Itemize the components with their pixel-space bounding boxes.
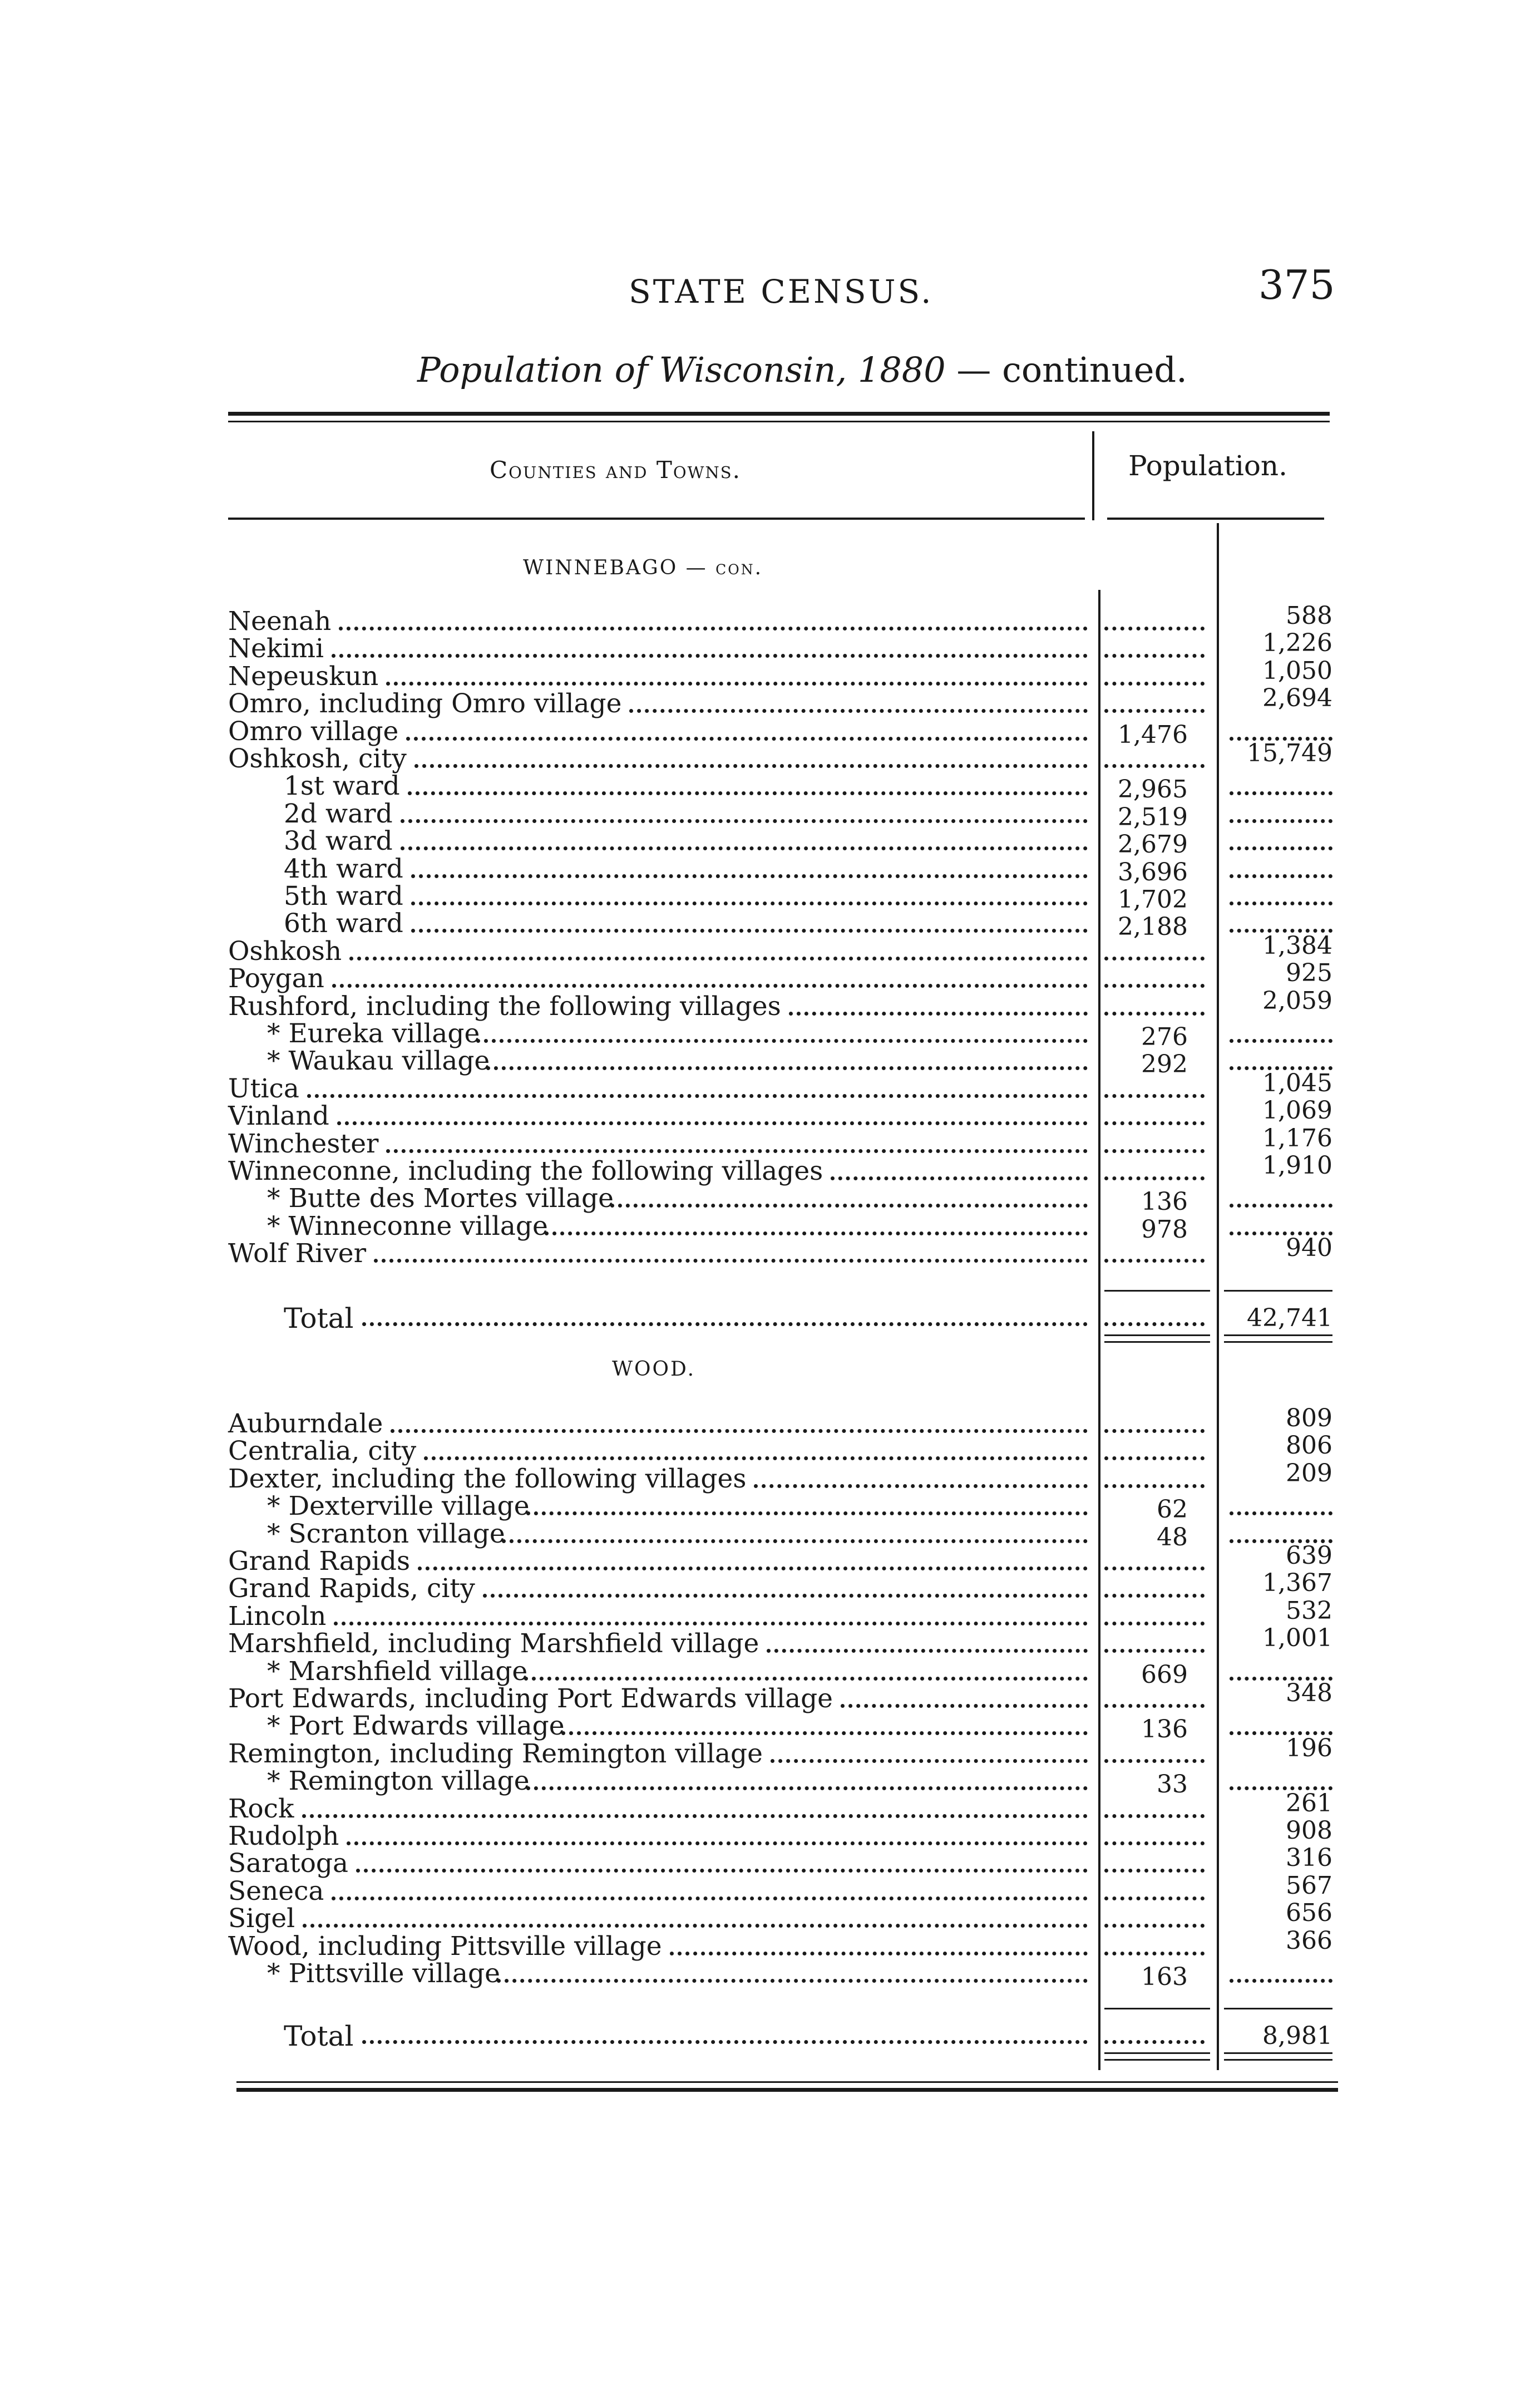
village-population: 2,519	[1118, 802, 1188, 831]
row-label: Rushford, including the following villages	[228, 991, 781, 1022]
leader-dots	[424, 1456, 1088, 1460]
row-label: * Remington village	[267, 1766, 530, 1797]
total-rule-below-2	[1104, 1341, 1210, 1343]
leader-dots	[303, 1924, 1088, 1928]
leader-dots	[337, 1121, 1088, 1125]
village-population: 136	[1141, 1188, 1188, 1216]
village-column-dots	[1104, 1896, 1205, 1900]
row-label: Utica	[228, 1073, 299, 1104]
leader-dots	[386, 1149, 1088, 1153]
row-label: Wood, including Pittsville village	[228, 1930, 662, 1962]
leader-dots	[629, 709, 1088, 713]
total-rule-below	[1104, 1334, 1210, 1336]
total-population: 15,749	[1247, 739, 1332, 767]
village-column-dots	[1104, 1869, 1205, 1873]
row-label: Grand Rapids, city	[228, 1573, 475, 1604]
village-column-dots	[1104, 1594, 1205, 1598]
row-label: * Winneconne village	[267, 1210, 548, 1242]
leader-dots	[332, 1896, 1088, 1900]
total-population: 908	[1286, 1816, 1332, 1845]
total-population: 196	[1286, 1733, 1332, 1762]
village-column-dots	[1104, 1814, 1205, 1818]
leader-dots	[391, 1429, 1088, 1433]
village-column-dots	[1104, 957, 1205, 960]
total-population: 940	[1286, 1234, 1332, 1263]
bottom-rule	[236, 2088, 1338, 2092]
leader-dots	[414, 764, 1088, 768]
row-label: 6th ward	[284, 908, 403, 939]
village-column-dots	[1104, 1121, 1205, 1125]
leader-dots	[332, 654, 1088, 658]
village-column-dots	[1104, 682, 1205, 686]
total-population: 656	[1286, 1899, 1332, 1928]
village-column-dots	[1104, 1704, 1205, 1708]
village-column-dots	[1104, 1456, 1205, 1460]
row-label: * Port Edwards village	[267, 1711, 565, 1742]
leader-dots	[302, 1814, 1088, 1818]
village-population: 2,188	[1118, 913, 1188, 942]
total-rule-below	[1224, 1334, 1332, 1336]
village-column-dots	[1104, 1841, 1205, 1845]
total-rule-below-2	[1224, 1341, 1332, 1343]
leader-dots	[670, 1952, 1088, 1955]
village-population: 62	[1157, 1495, 1188, 1524]
total-population: 261	[1286, 1789, 1332, 1817]
row-label: * Scranton village	[267, 1518, 505, 1549]
row-label: Saratoga	[228, 1848, 348, 1879]
column-header-population: Population.	[1128, 450, 1288, 482]
total-population: 806	[1286, 1431, 1332, 1460]
village-population: 33	[1157, 1770, 1188, 1799]
total-rule	[1104, 1290, 1210, 1292]
village-population: 669	[1141, 1660, 1188, 1689]
leader-dots	[411, 929, 1088, 933]
total-population: 925	[1286, 959, 1332, 988]
total-population: 532	[1286, 1596, 1332, 1625]
leader-dots	[561, 1731, 1088, 1735]
row-label: Seneca	[228, 1875, 324, 1907]
total-population: 348	[1286, 1679, 1332, 1707]
leader-dots	[789, 1012, 1088, 1016]
total-population: 567	[1286, 1871, 1332, 1900]
table-title-italic: Population of Wisconsin, 1880	[417, 349, 946, 390]
row-label: * Pittsville village	[267, 1958, 500, 1989]
row-label: 5th ward	[284, 881, 403, 912]
row-label: Omro, including Omro village	[228, 688, 622, 720]
total-rule	[1104, 2008, 1210, 2009]
total-population: 1,226	[1262, 629, 1332, 658]
leader-dots	[406, 737, 1088, 741]
village-column-dots	[1104, 1952, 1205, 1955]
leader-dots	[526, 1786, 1088, 1790]
leader-dots	[374, 1259, 1088, 1263]
village-population: 292	[1141, 1050, 1188, 1079]
row-label: Marshfield, including Marshfield village	[228, 1628, 759, 1659]
total-population: 1,045	[1262, 1068, 1332, 1097]
total-population: 366	[1286, 1926, 1332, 1955]
village-population: 1,702	[1118, 885, 1188, 914]
village-population: 163	[1141, 1963, 1188, 1991]
leader-dots	[754, 1484, 1088, 1488]
total-leader-dots	[362, 2040, 1088, 2044]
page-number: 375	[1258, 262, 1335, 308]
section-heading: WOOD.	[612, 1358, 696, 1381]
leader-dots	[497, 1979, 1088, 1983]
village-column-dots	[1104, 1622, 1205, 1625]
row-label: Omro village	[228, 716, 399, 747]
total-population: 1,176	[1262, 1124, 1332, 1152]
village-population: 2,679	[1118, 830, 1188, 859]
village-population: 136	[1141, 1715, 1188, 1744]
section-total: 8,981	[1262, 2022, 1332, 2050]
leader-dots	[610, 1204, 1088, 1208]
row-label: Rock	[228, 1793, 294, 1824]
village-column-dots	[1104, 654, 1205, 658]
row-label: Winneconne, including the following villages	[228, 1156, 823, 1186]
village-column-dots	[1104, 1094, 1205, 1098]
leader-dots	[486, 1066, 1088, 1070]
row-label: Vinland	[228, 1101, 329, 1132]
total-label: Total	[284, 2020, 354, 2052]
row-label: Nepeuskun	[228, 661, 379, 692]
row-label: * Butte des Mortes village	[267, 1183, 614, 1214]
total-column-dots	[1230, 846, 1332, 850]
leader-dots	[841, 1704, 1088, 1708]
row-label: * Dexterville village	[267, 1491, 530, 1522]
row-label: Centralia, city	[228, 1436, 417, 1467]
village-column-dots	[1104, 1924, 1205, 1928]
row-label: Nekimi	[228, 633, 324, 664]
header-underline-left	[228, 518, 1085, 520]
row-label: Oshkosh, city	[228, 743, 407, 774]
top-rule-thin	[228, 421, 1330, 422]
village-population: 276	[1141, 1023, 1188, 1051]
row-label: Winchester	[228, 1128, 379, 1159]
total-rule	[1224, 2008, 1332, 2009]
leader-dots	[408, 791, 1088, 795]
leader-dots	[767, 1649, 1088, 1653]
village-column-dots	[1104, 1149, 1205, 1153]
leader-dots	[524, 1677, 1088, 1681]
total-label: Total	[284, 1302, 354, 1334]
leader-dots	[339, 627, 1088, 630]
leader-dots	[545, 1231, 1088, 1235]
total-population: 2,694	[1262, 684, 1332, 713]
village-population: 978	[1141, 1215, 1188, 1244]
header-underline-right	[1107, 518, 1324, 520]
column-rule-left	[1098, 590, 1100, 2070]
total-column-dots	[1230, 874, 1332, 878]
village-population: 48	[1157, 1523, 1188, 1551]
row-label: Oshkosh	[228, 935, 342, 967]
row-label: Remington, including Remington village	[228, 1738, 763, 1769]
village-column-dots	[1104, 1259, 1205, 1263]
header-divider	[1092, 431, 1094, 520]
row-label: Port Edwards, including Port Edwards village	[228, 1683, 833, 1714]
village-column-dots	[1104, 1649, 1205, 1653]
total-population: 1,910	[1262, 1151, 1332, 1180]
total-village-dots	[1104, 2040, 1205, 2044]
row-label: Lincoln	[228, 1600, 327, 1632]
total-population: 1,367	[1262, 1569, 1332, 1598]
total-rule-below-2	[1104, 2059, 1210, 2061]
table-title-rest: — continued.	[945, 349, 1187, 390]
row-label: Sigel	[228, 1903, 295, 1934]
village-column-dots	[1104, 1566, 1205, 1570]
village-population: 2,965	[1118, 775, 1188, 804]
row-label: Rudolph	[228, 1821, 339, 1851]
total-population: 639	[1286, 1541, 1332, 1570]
total-column-dots	[1230, 902, 1332, 905]
total-column-dots	[1230, 1204, 1332, 1208]
total-population: 209	[1286, 1459, 1332, 1487]
row-label: 1st ward	[284, 771, 400, 802]
village-column-dots	[1104, 709, 1205, 713]
total-leader-dots	[362, 1322, 1088, 1326]
leader-dots	[401, 846, 1088, 850]
leader-dots	[771, 1759, 1088, 1763]
village-column-dots	[1104, 1012, 1205, 1016]
total-column-dots	[1230, 1039, 1332, 1043]
village-column-dots	[1104, 627, 1205, 630]
leader-dots	[502, 1539, 1088, 1543]
leader-dots	[526, 1511, 1088, 1515]
total-column-dots	[1230, 819, 1332, 823]
row-label: 4th ward	[284, 853, 403, 884]
village-population: 3,696	[1118, 858, 1188, 886]
row-label: Neenah	[228, 606, 332, 637]
total-rule-below-2	[1224, 2059, 1332, 2061]
leader-dots	[307, 1094, 1088, 1098]
row-label: 2d ward	[284, 798, 393, 829]
leader-dots	[411, 874, 1088, 878]
total-rule-below	[1224, 2052, 1332, 2054]
section-total: 42,741	[1247, 1304, 1332, 1332]
row-label: Auburndale	[228, 1408, 383, 1439]
total-population: 2,059	[1262, 986, 1332, 1015]
column-header-counties: Counties and Towns.	[490, 456, 742, 484]
leader-dots	[349, 957, 1088, 960]
leader-dots	[386, 682, 1088, 686]
leader-dots	[401, 819, 1088, 823]
leader-dots	[347, 1841, 1088, 1845]
row-label: Grand Rapids	[228, 1546, 411, 1577]
leader-dots	[418, 1566, 1088, 1570]
leader-dots	[411, 902, 1088, 905]
row-label: * Eureka village	[267, 1018, 480, 1049]
total-population: 1,001	[1262, 1624, 1332, 1653]
row-label: * Waukau village	[267, 1046, 490, 1077]
village-column-dots	[1104, 1484, 1205, 1488]
section-heading: WINNEBAGO — con.	[523, 556, 763, 579]
leader-dots	[332, 984, 1088, 988]
total-population: 809	[1286, 1404, 1332, 1432]
row-label: Dexter, including the following villages	[228, 1463, 747, 1494]
row-label: 3d ward	[284, 826, 393, 857]
village-column-dots	[1104, 1176, 1205, 1180]
column-rule-mid	[1217, 523, 1219, 2070]
leader-dots	[831, 1176, 1088, 1180]
total-column-dots	[1230, 1511, 1332, 1515]
bottom-rule-thin	[236, 2081, 1338, 2083]
leader-dots	[356, 1869, 1088, 1873]
row-label: Poygan	[228, 963, 324, 994]
running-head: STATE CENSUS.	[629, 273, 934, 311]
total-population: 1,069	[1262, 1096, 1332, 1125]
total-column-dots	[1230, 1979, 1332, 1983]
total-rule-below	[1104, 2052, 1210, 2054]
top-rule	[228, 412, 1330, 416]
village-column-dots	[1104, 1429, 1205, 1433]
leader-dots	[476, 1039, 1088, 1043]
leader-dots	[483, 1594, 1088, 1598]
village-column-dots	[1104, 984, 1205, 988]
row-label: Wolf River	[228, 1238, 367, 1269]
total-population: 316	[1286, 1844, 1332, 1873]
total-rule	[1224, 1290, 1332, 1292]
total-population: 1,384	[1262, 931, 1332, 960]
village-column-dots	[1104, 764, 1205, 768]
total-population: 1,050	[1262, 656, 1332, 685]
total-village-dots	[1104, 1322, 1205, 1326]
leader-dots	[334, 1622, 1088, 1625]
total-column-dots	[1230, 791, 1332, 795]
table-title	[417, 349, 1187, 390]
village-column-dots	[1104, 1759, 1205, 1763]
row-label: * Marshfield village	[267, 1656, 528, 1687]
total-population: 588	[1286, 602, 1332, 630]
village-population: 1,476	[1118, 720, 1188, 749]
